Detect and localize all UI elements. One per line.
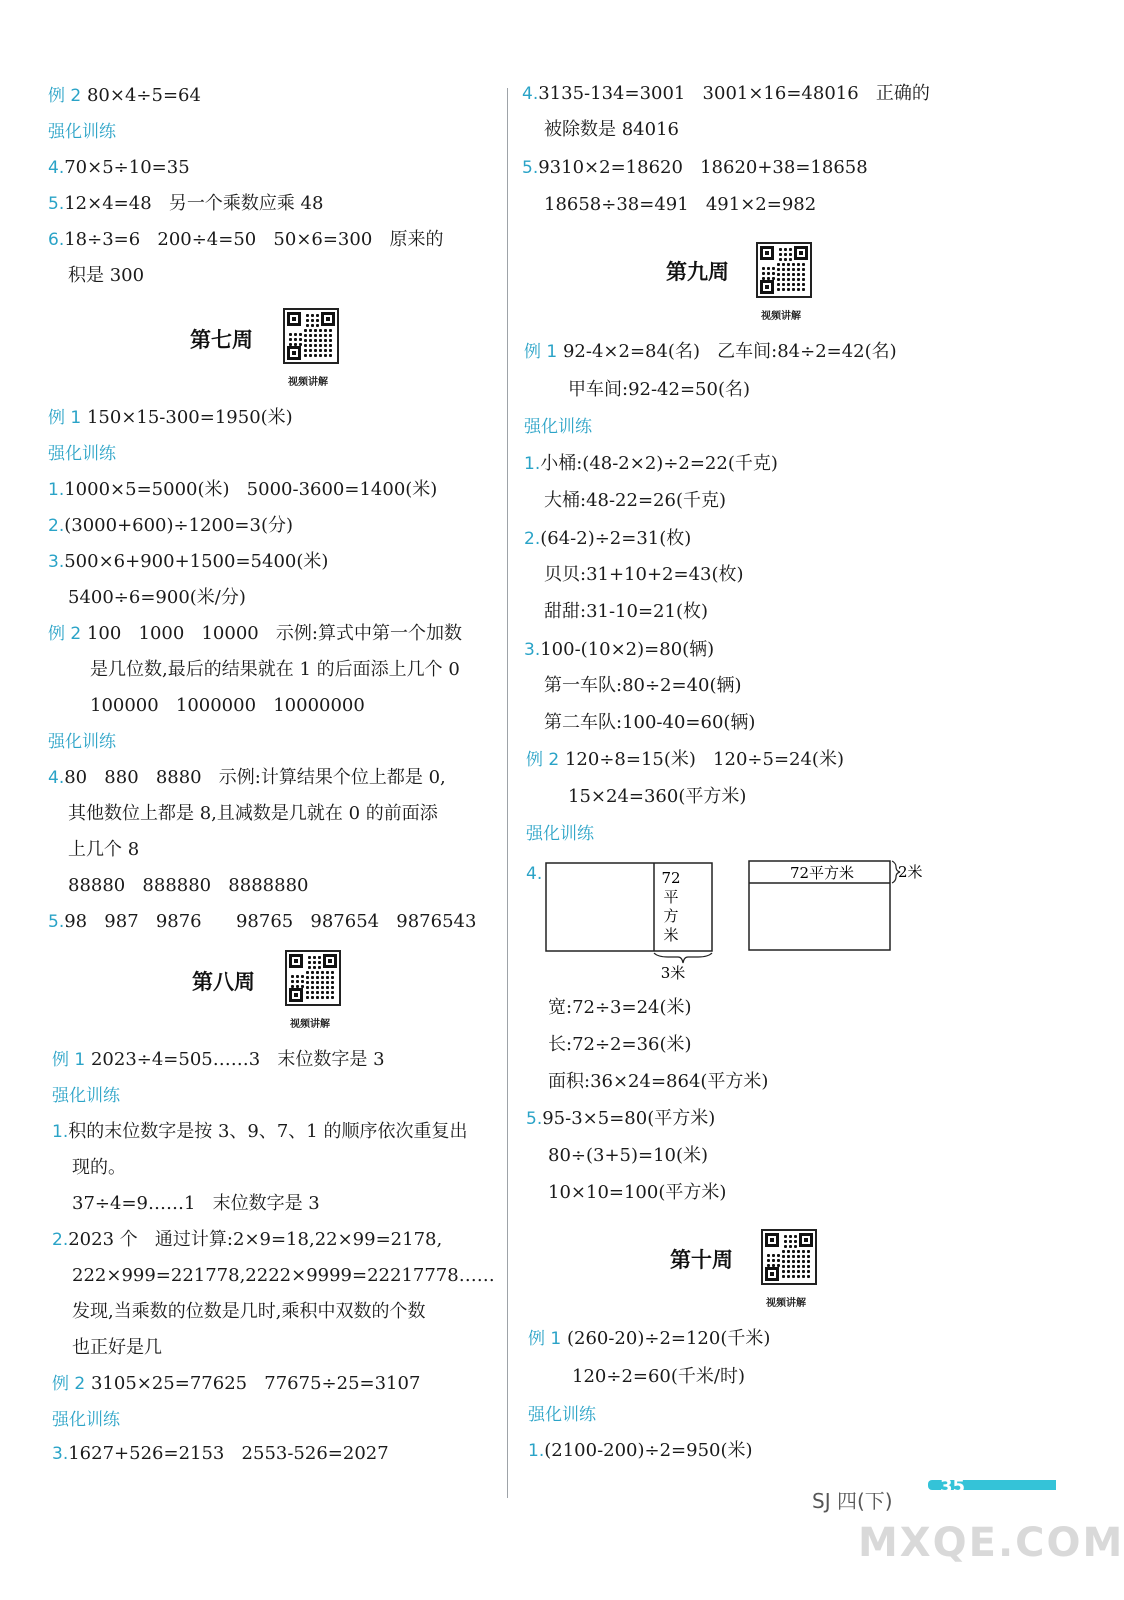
example-label: 例 2 [48, 86, 82, 106]
w9-question-4-cont: 面积:36×24=864(平方米) [548, 1071, 769, 1092]
column-divider [507, 88, 508, 1498]
w9-question-5-cont: 80÷(3+5)=10(米) [548, 1145, 709, 1166]
footer-book-label: SJ 四(下) [812, 1489, 893, 1513]
section-heading: 强化训练 [52, 1410, 120, 1430]
w8-question-1-cont: 现的。 [72, 1157, 126, 1178]
w8-question-5-cont: 18658÷38=491 491×2=982 [544, 194, 817, 215]
section-heading: 强化训练 [526, 824, 594, 844]
w6-question-4: 4.70×5÷10=35 [48, 157, 190, 178]
figure-1-bottom-label: 3米 [660, 964, 686, 982]
w9-question-2-cont: 贝贝:31+10+2=43(枚) [544, 564, 744, 585]
w7-question-1: 1.1000×5=5000(米) 5000-3600=1400(米) [48, 479, 438, 500]
w9-example-2-cont: 15×24=360(平方米) [568, 786, 747, 807]
w7-example-2-cont: 是几位数,最后的结果就在 1 的后面添上几个 0 [90, 659, 460, 680]
w7-example-2-cont: 100000 1000000 10000000 [90, 695, 365, 716]
w9-question-4-cont: 长:72÷2=36(米) [548, 1034, 692, 1055]
w6-example-2: 例 2 80×4÷5=64 [48, 85, 201, 106]
w8-example-1: 例 1 2023÷4=505……3 末位数字是 3 [52, 1049, 385, 1070]
w9-question-2: 2.(64-2)÷2=31(枚) [524, 528, 692, 549]
section-heading: 强化训练 [52, 1086, 120, 1106]
w7-question-3-cont: 5400÷6=900(米/分) [68, 587, 246, 608]
qr-code-icon[interactable] [756, 242, 812, 298]
w7-question-4-cont: 其他数位上都是 8,且减数是几就在 0 的前面添 [68, 803, 438, 824]
figure-1-label: 平 [663, 888, 679, 906]
w8-question-2-cont: 发现,当乘数的位数是几时,乘积中双数的个数 [72, 1301, 426, 1322]
w9-question-2-cont: 甜甜:31-10=21(枚) [544, 601, 708, 622]
qr-code-icon[interactable] [285, 950, 341, 1006]
w7-question-4-cont: 88880 888880 8888880 [68, 875, 309, 896]
week-10-title: 第十周 [670, 1248, 733, 1272]
w9-question-1: 1.小桶:(48-2×2)÷2=22(千克) [524, 453, 778, 474]
figure-1-brace [654, 953, 712, 963]
watermark: MXQE.COM [858, 1520, 1124, 1566]
w9-question-4-cont: 宽:72÷3=24(米) [548, 997, 692, 1018]
section-heading: 强化训练 [48, 444, 116, 464]
w9-question-5-cont: 10×10=100(平方米) [548, 1182, 727, 1203]
w9-question-3-cont: 第一车队:80÷2=40(辆) [544, 675, 742, 696]
w8-question-2: 2.2023 个 通过计算:2×9=18,22×99=2178, [52, 1229, 443, 1250]
w9-question-4-num: 4. [526, 864, 543, 884]
w7-question-2: 2.(3000+600)÷1200=3(分) [48, 515, 293, 536]
w10-example-1-cont: 120÷2=60(千米/时) [572, 1366, 745, 1387]
w7-example-1: 例 1 150×15-300=1950(米) [48, 407, 293, 428]
section-heading: 强化训练 [524, 417, 592, 437]
w7-question-4-cont: 上几个 8 [68, 839, 140, 860]
section-heading: 强化训练 [48, 122, 116, 142]
figure-1-label: 72 [661, 869, 681, 887]
w6-question-5: 5.12×4=48 另一个乘数应乘 48 [48, 193, 324, 214]
qr-caption: 视频讲解 [766, 1298, 806, 1309]
w9-example-1-cont: 甲车间:92-42=50(名) [568, 379, 750, 400]
qr-caption: 视频讲解 [761, 311, 801, 322]
figure-2-label: 72平方米 [789, 864, 855, 882]
w7-example-2: 例 2 100 1000 10000 示例:算式中第一个加数 [48, 623, 462, 644]
w9-example-1: 例 1 92-4×2=84(名) 乙车间:84÷2=42(名) [524, 341, 897, 362]
w7-question-3: 3.500×6+900+1500=5400(米) [48, 551, 329, 572]
w9-question-1-cont: 大桶:48-22=26(千克) [544, 490, 726, 511]
week-9-title: 第九周 [666, 260, 729, 284]
w9-question-3-cont: 第二车队:100-40=60(辆) [544, 712, 756, 733]
section-heading: 强化训练 [48, 732, 116, 752]
w6-question-6: 6.18÷3=6 200÷4=50 50×6=300 原来的 [48, 229, 444, 250]
figure-1-label: 米 [663, 926, 679, 944]
w10-question-1: 1.(2100-200)÷2=950(米) [528, 1440, 753, 1461]
qr-caption: 视频讲解 [290, 1019, 330, 1030]
w10-example-1: 例 1 (260-20)÷2=120(千米) [528, 1328, 771, 1349]
figure-2-side-label: 2米 [898, 863, 923, 881]
w8-question-4: 4.3135-134=3001 3001×16=48016 正确的 [522, 83, 930, 104]
w8-question-1-cont: 37÷4=9……1 末位数字是 3 [72, 1193, 320, 1214]
w8-example-2: 例 2 3105×25=77625 77675÷25=3107 [52, 1373, 421, 1394]
rectangle-diagrams [540, 856, 940, 986]
w8-question-5: 5.9310×2=18620 18620+38=18658 [522, 157, 868, 178]
w8-question-2-cont: 也正好是几 [72, 1337, 162, 1358]
w6-question-6-cont: 积是 300 [68, 265, 145, 286]
w7-question-5: 5.98 987 9876 98765 987654 9876543 [48, 911, 477, 932]
page-number: 35 [940, 1476, 966, 1497]
w9-example-2: 例 2 120÷8=15(米) 120÷5=24(米) [526, 749, 844, 770]
w8-question-1: 1.积的末位数字是按 3、9、7、1 的顺序依次重复出 [52, 1121, 468, 1142]
w8-question-4-cont: 被除数是 84016 [544, 119, 679, 140]
qr-caption: 视频讲解 [288, 377, 328, 388]
w8-question-3: 3.1627+526=2153 2553-526=2027 [52, 1443, 389, 1464]
w7-question-4: 4.80 880 8880 示例:计算结果个位上都是 0, [48, 767, 446, 788]
figure-1-label: 方 [663, 907, 679, 925]
figure-1-rectangle [546, 863, 712, 951]
section-heading: 强化训练 [528, 1405, 596, 1425]
week-7-title: 第七周 [190, 328, 253, 352]
w9-question-5: 5.95-3×5=80(平方米) [526, 1108, 716, 1129]
qr-code-icon[interactable] [761, 1229, 817, 1285]
w9-question-3: 3.100-(10×2)=80(辆) [524, 639, 715, 660]
week-8-title: 第八周 [192, 970, 255, 994]
qr-code-icon[interactable] [283, 308, 339, 364]
w8-question-2-cont: 222×999=221778,2222×9999=22217778…… [72, 1265, 495, 1286]
